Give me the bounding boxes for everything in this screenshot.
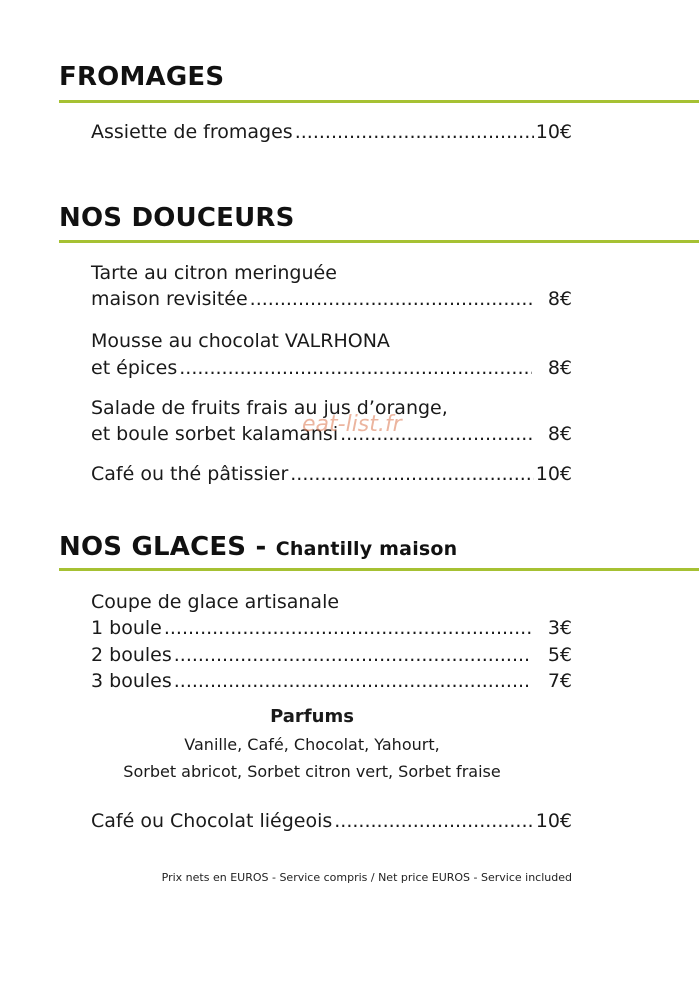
menu-item-3-boules bbox=[91, 668, 572, 694]
dot-leader bbox=[179, 355, 532, 381]
item-price: 10€ bbox=[535, 463, 572, 485]
parfums-list: Sorbet abricot, Sorbet citron vert, Sorbet fraise bbox=[123, 762, 501, 781]
dot-leader bbox=[295, 119, 534, 145]
item-label: et épices bbox=[91, 357, 178, 379]
item-label: 1 boule bbox=[91, 617, 162, 639]
item-label: 2 boules bbox=[91, 644, 172, 666]
menu-item-2-boules bbox=[91, 642, 572, 668]
item-label: maison revisitée bbox=[91, 288, 248, 310]
section-divider bbox=[59, 568, 699, 571]
item-price: 8€ bbox=[547, 423, 572, 445]
menu-item-line: Salade de fruits frais au jus d’orange, bbox=[91, 397, 448, 419]
item-label: 3 boules bbox=[91, 670, 172, 692]
menu-item-assiette-fromages bbox=[91, 119, 572, 145]
item-label: Café ou Chocolat liégeois bbox=[91, 810, 333, 832]
item-price: 7€ bbox=[547, 670, 572, 692]
item-label: Café ou thé pâtissier bbox=[91, 463, 289, 485]
menu-item-line: Mousse au chocolat VALRHONA bbox=[91, 330, 390, 352]
menu-item-mousse-chocolat bbox=[91, 355, 572, 381]
menu-item-tarte-citron bbox=[91, 286, 572, 312]
menu-item-cafe-the-patissier bbox=[91, 461, 572, 487]
item-price: 3€ bbox=[547, 617, 572, 639]
menu-item-1-boule bbox=[91, 615, 572, 641]
item-price: 8€ bbox=[547, 288, 572, 310]
section-title-text: NOS GLACES - bbox=[59, 532, 276, 562]
dot-leader bbox=[174, 668, 532, 694]
parfums-list: Vanille, Café, Chocolat, Yahourt, bbox=[184, 735, 440, 754]
menu-item-liegeois bbox=[91, 808, 572, 834]
menu-item-line: Coupe de glace artisanale bbox=[91, 591, 340, 613]
menu-item-line: Tarte au citron meringuée bbox=[91, 262, 337, 284]
item-price: 8€ bbox=[547, 357, 572, 379]
watermark: eat-list.fr bbox=[302, 412, 402, 437]
section-divider bbox=[59, 100, 699, 103]
dot-leader bbox=[174, 642, 532, 668]
section-title-douceurs: NOS DOUCEURS bbox=[59, 203, 295, 233]
dot-leader bbox=[164, 615, 532, 641]
item-label: Assiette de fromages bbox=[91, 121, 293, 143]
parfums-title: Parfums bbox=[270, 706, 354, 727]
dot-leader bbox=[250, 286, 532, 312]
item-price: 10€ bbox=[535, 810, 572, 832]
section-title-fromages: FROMAGES bbox=[59, 62, 225, 92]
price-note: Prix nets en EUROS - Service compris / Net price EUROS - Service included bbox=[161, 871, 572, 884]
section-divider bbox=[59, 240, 699, 243]
item-label: et boule sorbet kalamansi bbox=[91, 423, 339, 445]
section-subtitle: Chantilly maison bbox=[275, 538, 458, 560]
item-price: 10€ bbox=[535, 121, 572, 143]
section-title-glaces bbox=[59, 532, 457, 562]
item-price: 5€ bbox=[547, 644, 572, 666]
dot-leader bbox=[334, 808, 533, 834]
dot-leader bbox=[290, 461, 533, 487]
